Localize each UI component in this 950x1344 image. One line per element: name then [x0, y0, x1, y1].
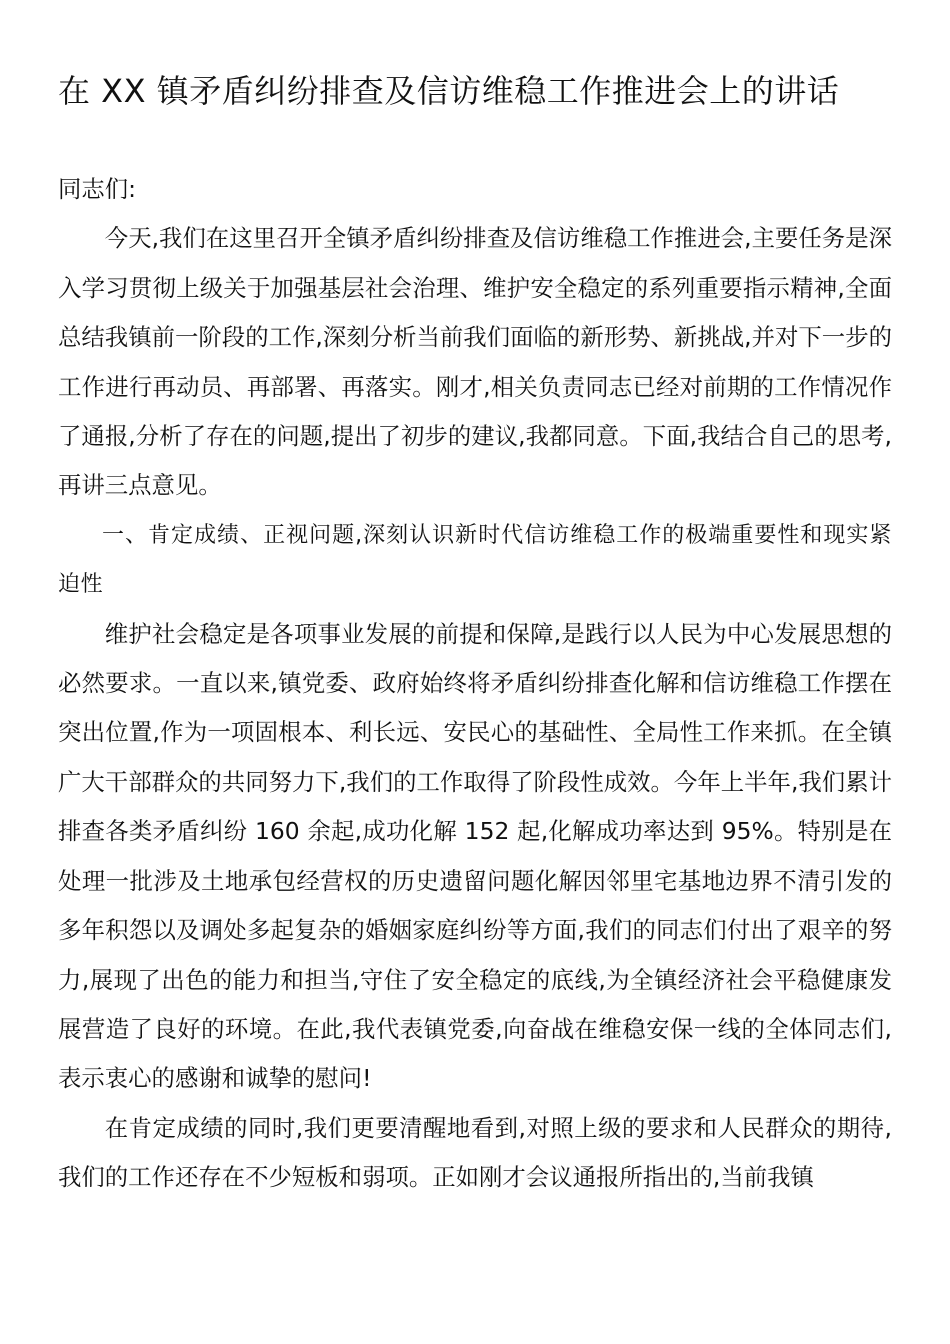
paragraph-intro: 今天,我们在这里召开全镇矛盾纠纷排查及信访维稳工作推进会,主要任务是深入学习贯彻上级关于加强基层社会治理、维护安全稳定的系列重要指示精神,全面总结我镇前一阶段的工作,深刻分析当前我们面临的新形势、新挑战,并对下一步的工作进行再动员、再部署、再落实。刚才,相关负责同志已经对前期的工作情况作了通报,分析了存在的问题,提出了初步的建议,我都同意。下面,我结合自己的思考,再讲三点意见。 [58, 224, 892, 500]
section-heading-1: 一、肯定成绩、正视问题,深刻认识新时代信访维稳工作的极端重要性和现实紧迫性 [58, 522, 892, 598]
document-title: 在 XX 镇矛盾纠纷排查及信访维稳工作推进会上的讲话 [58, 72, 840, 110]
paragraph-problems: 在肯定成绩的同时,我们更要清醒地看到,对照上级的要求和人民群众的期待,我们的工作还存在不少短板和弱项。正如刚才会议通报所指出的,当前我镇 [58, 1113, 892, 1192]
paragraph-achievements: 维护社会稳定是各项事业发展的前提和保障,是践行以人民为中心发展思想的必然要求。一直以来,镇党委、政府始终将矛盾纠纷排查化解和信访维稳工作摆在突出位置,作为一项固根本、利长远、安民心的基础性、全局性工作来抓。在全镇广大干部群众的共同努力下,我们的工作取得了阶段性成效。今年上半年,我们累计排查各类矛盾纠纷 160 余起,成功化解 152 起,化解成功率达到 95%。特别是在处理一批涉及土地承包经营权的历史遗留问题化解因邻里宅基地边界不清引发的多年积怨以及调处多起复杂的婚姻家庭纠纷等方面,我们的同志们付出了艰辛的努力,展现了出色的能力和担当,守住了安全稳定的底线,为全镇经济社会平稳健康发展营造了良好的环境。在此,我代表镇党委,向奋战在维稳安保一线的全体同志们,表示衷心的感谢和诚挚的慰问! [58, 619, 892, 1093]
salutation: 同志们: [58, 175, 137, 203]
document-body [58, 165, 892, 1203]
